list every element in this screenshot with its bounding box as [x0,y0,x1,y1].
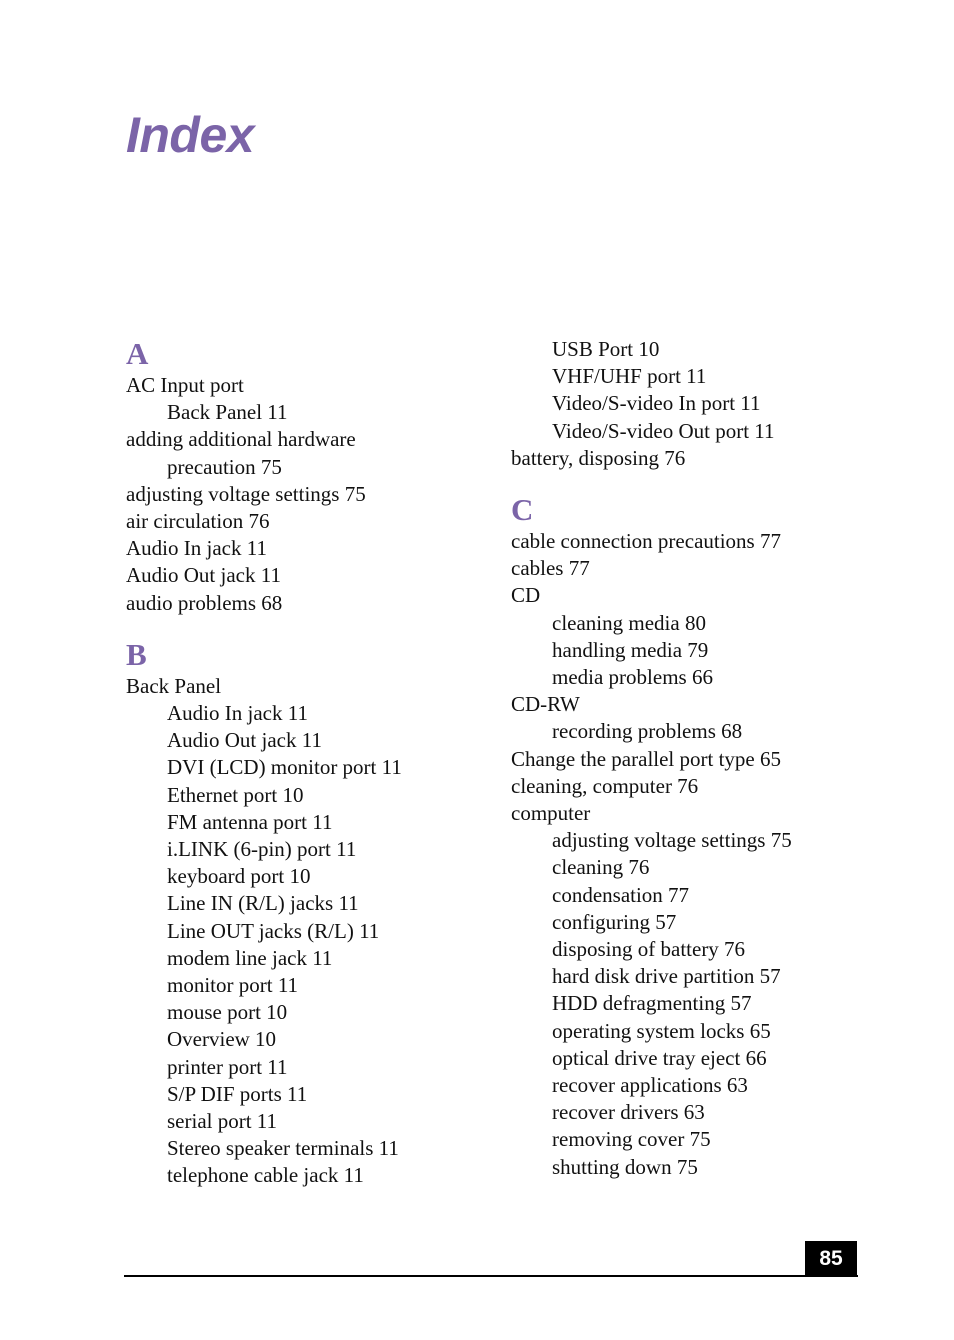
index-column-left [126,336,546,1190]
section-gap [511,472,931,492]
index-subentry: cleaning 76 [552,855,650,880]
section-letter-b: B [126,636,147,672]
index-subentry: adjusting voltage settings 75 [552,828,792,853]
index-subentry: Overview 10 [167,1027,277,1052]
index-subentry: disposing of battery 76 [552,937,746,962]
index-subentry: removing cover 75 [552,1127,711,1152]
index-entry: CD-RW [511,692,580,717]
index-subentry: printer port 11 [167,1054,288,1079]
section-letter-c: C [511,492,534,528]
index-subentry: configuring 57 [552,909,677,934]
index-column-right [511,336,931,1181]
index-subentry: Video/S-video Out port 11 [552,418,775,443]
index-subentry: Audio Out jack 11 [167,728,322,753]
index-subentry: DVI (LCD) monitor port 11 [167,755,402,780]
index-subentry: hard disk drive partition 57 [552,964,781,989]
index-subentry: serial port 11 [167,1109,278,1134]
footer-rule [124,1275,858,1277]
index-entry: CD [511,583,541,608]
index-entry: cables 77 [511,556,590,581]
index-subentry: media problems 66 [552,665,713,690]
index-subentry: cleaning media 80 [552,610,706,635]
index-entry: Back Panel [126,673,222,698]
index-entry: Audio Out jack 11 [126,563,281,588]
index-entry: audio problems 68 [126,590,283,615]
index-subentry: condensation 77 [552,882,690,907]
section-gap [126,617,546,637]
index-entry: computer [511,801,591,826]
index-subentry: optical drive tray eject 66 [552,1045,767,1070]
page-number-badge: 85 [805,1241,857,1276]
index-subentry: monitor port 11 [167,973,299,998]
index-entry: cleaning, computer 76 [511,773,699,798]
index-subentry: S/P DIF ports 11 [167,1081,308,1106]
index-subentry: FM antenna port 11 [167,809,333,834]
index-entry: Audio In jack 11 [126,536,267,561]
index-subentry: Line IN (R/L) jacks 11 [167,891,359,916]
index-subentry: operating system locks 65 [552,1018,771,1043]
index-entry: cable connection precautions 77 [511,529,781,554]
index-entry: adjusting voltage settings 75 [126,481,366,506]
index-subentry: Audio In jack 11 [167,701,308,726]
page-title: Index [126,107,255,163]
index-entry: air circulation 76 [126,509,270,534]
index-subentry: VHF/UHF port 11 [552,364,707,389]
index-subentry: modem line jack 11 [167,945,333,970]
section-letter-a: A [126,336,149,371]
index-subentry: mouse port 10 [167,1000,288,1025]
index-entry: AC Input port [126,373,244,397]
index-subentry: recover applications 63 [552,1073,748,1098]
index-entry: Change the parallel port type 65 [511,746,781,771]
index-entry: battery, disposing 76 [511,445,686,470]
index-subentry: Ethernet port 10 [167,782,304,807]
index-subentry: Line OUT jacks (R/L) 11 [167,918,380,943]
index-subentry: shutting down 75 [552,1154,698,1179]
index-subentry: Video/S-video In port 11 [552,391,761,416]
index-subentry: handling media 79 [552,637,709,662]
index-subentry: recover drivers 63 [552,1100,705,1125]
index-subentry: recording problems 68 [552,719,743,744]
index-subentry: HDD defragmenting 57 [552,991,752,1016]
index-subentry: precaution 75 [167,454,282,479]
index-subentry: telephone cable jack 11 [167,1163,364,1188]
index-subentry: Back Panel 11 [167,400,288,425]
index-entry: adding additional hardware [126,427,356,452]
index-subentry: i.LINK (6-pin) port 11 [167,837,357,862]
index-subentry: keyboard port 10 [167,864,311,889]
index-subentry: Stereo speaker terminals 11 [167,1136,399,1161]
index-subentry: USB Port 10 [552,337,660,361]
